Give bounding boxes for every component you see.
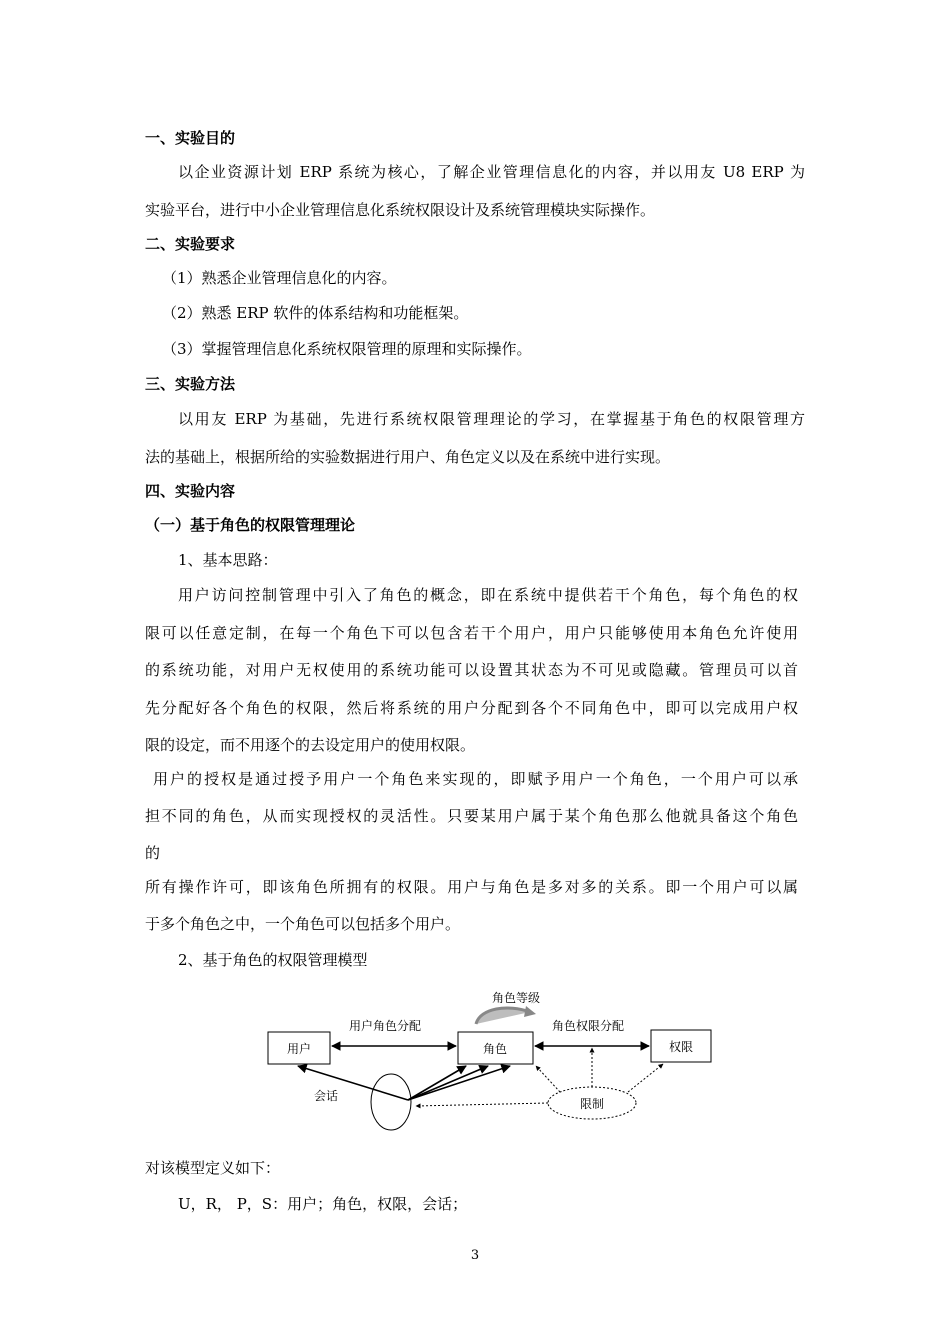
role-label: 角色 [482,1042,508,1056]
session-role-arrow-3 [408,1066,510,1100]
definitions-intro: 对该模型定义如下： [145,1159,281,1177]
section4-heading: 四、实验内容 [145,482,236,500]
constraint-role-arrow [536,1066,560,1092]
section1-para-line-1: 以企业资源计划 ERP 系统为核心，了解企业管理信息化的内容，并以用友 U8 ERP 为 [178,163,805,181]
definitions-line-1: U，R， P，S：用户；角色，权限，会话； [178,1195,468,1213]
page-number: 3 [470,1248,480,1263]
rbac-model-diagram [258,990,728,1135]
para2-line-5: 于多个角色之中，一个角色可以包括多个用户。 [145,915,461,933]
point1-title: 1、基本思路： [178,551,278,569]
para2-line-3: 的 [145,844,161,862]
section1-para-line-2: 实验平台，进行中小企业管理信息化系统权限设计及系统管理模块实际操作。 [145,201,656,219]
para2-line-2: 担不同的角色，从而实现授权的灵活性。只要某用户属于某个角色那么他就具备这个角色 [145,807,798,825]
point2-title: 2、基于角色的权限管理模型 [178,951,368,969]
user-label: 用户 [286,1042,312,1056]
section2-item-1: （1）熟悉企业管理信息化的内容。 [162,269,397,287]
para1-line-4: 先分配好各个角色的权限，然后将系统的用户分配到各个不同角色中，即可以完成用户权 [145,699,798,717]
session-role-arrow-2 [408,1066,488,1100]
role-hierarchy-arrowhead [524,1006,536,1017]
role-hierarchy-label: 角色等级 [491,991,541,1005]
section3-para-line-2: 法的基础上，根据所给的实验数据进行用户、角色定义以及在系统中进行实现。 [145,448,671,466]
para2-line-1: 用户的授权是通过授予用户一个角色来实现的，即赋予用户一个角色，一个用户可以承 [153,770,798,788]
para1-line-3: 的系统功能，对用户无权使用的系统功能可以设置其状态为不可见或隐藏。管理员可以首 [145,661,798,679]
section4-subheading: （一）基于角色的权限管理理论 [145,516,356,534]
section3-para-line-1: 以用友 ERP 为基础，先进行系统权限管理理论的学习，在掌握基于角色的权限管理方 [178,410,805,428]
section2-item-2: （2）熟悉 ERP 软件的体系结构和功能框架。 [162,304,469,322]
session-label: 会话 [313,1089,339,1103]
section2-heading: 二、实验要求 [145,235,236,253]
constraint-permission-arrow [628,1064,663,1092]
para1-line-1: 用户访问控制管理中引入了角色的概念，即在系统中提供若干个角色，每个角色的权 [178,586,798,604]
constraint-session-arrow [416,1103,548,1106]
rbac-model-svg [258,990,728,1135]
section1-heading: 一、实验目的 [145,129,236,147]
section2-item-3: （3）掌握管理信息化系统权限管理的原理和实际操作。 [162,340,532,358]
section3-heading: 三、实验方法 [145,375,236,393]
user-role-assignment-label: 用户角色分配 [348,1019,422,1033]
role-permission-assignment-label: 角色权限分配 [551,1019,625,1033]
para1-line-5: 限的设定，而不用逐个的去设定用户的使用权限。 [145,736,476,754]
role-hierarchy-arrow [476,1008,530,1024]
para1-line-2: 限可以任意定制，在每一个角色下可以包含若干个用户，用户只能够使用本角色允许使用 [145,624,798,642]
para2-line-4: 所有操作许可，即该角色所拥有的权限。用户与角色是多对多的关系。即一个用户可以属 [145,878,798,896]
session-ellipse [371,1074,411,1130]
permission-label: 权限 [668,1040,694,1054]
constraint-label: 限制 [579,1097,605,1111]
